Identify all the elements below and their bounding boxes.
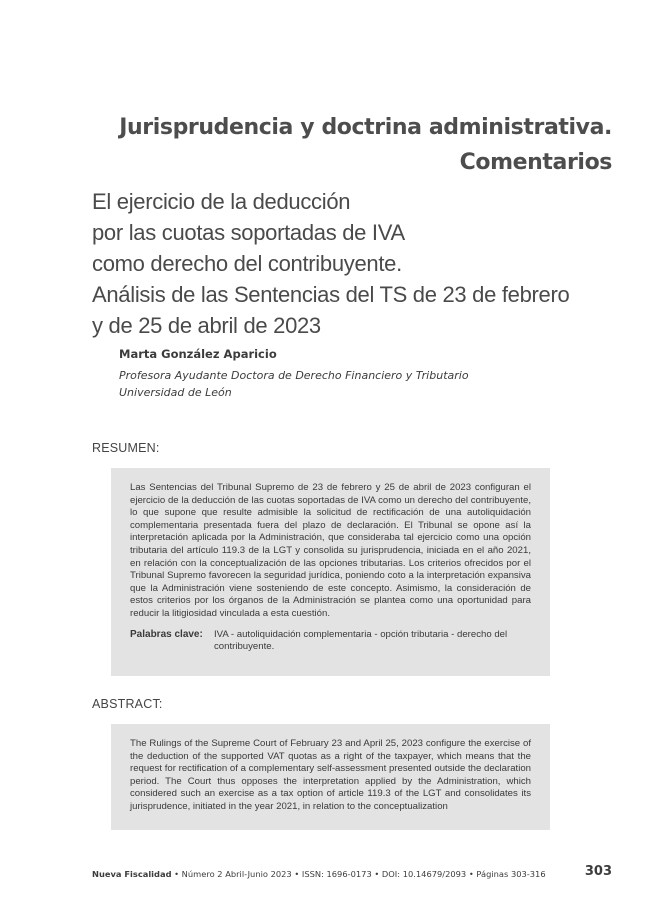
section-heading	[52, 110, 612, 180]
article-title-line-3: como derecho del contribuyente.	[92, 251, 402, 276]
resumen-label: RESUMEN:	[92, 441, 160, 455]
article-title-line-5: y de 25 de abril de 2023	[92, 313, 321, 338]
page-footer	[92, 869, 546, 879]
abstract-label: ABSTRACT:	[92, 697, 163, 711]
author-institution: Universidad de León	[119, 386, 232, 399]
page-number: 303	[584, 864, 612, 879]
article-title	[92, 186, 612, 341]
author-name: Marta González Aparicio	[119, 347, 277, 361]
keywords-row	[130, 629, 531, 654]
resumen-box	[111, 468, 550, 676]
footer-journal: Nueva Fiscalidad	[92, 869, 172, 879]
resumen-text: Las Sentencias del Tribunal Supremo de 23 de febrero y 25 de abril de 2023 configuran el ejercicio de la deducción de las cuotas soportadas de IVA como un derecho del contribuyente, lo que supone que resulte admisible la solicitud de rectificación de una autoliquidación complementaria presentada fuera del plazo de declaración. El Tribunal se opone así la interpretación aplicada por la Administración, que consideraba tal ejercicio como una opción tributaria del artículo 119.3 de la LGT y consolida su jurisprudencia, iniciada en el año 2021, en relación con la conceptualización de las opciones tributarias. Los criterios ofrecidos por el Tribunal Supremo favorecen la seguridad jurídica, poniendo coto a la interpretación expansiva que la Administración viene sosteniendo de este concepto. Asimismo, la consideración de estos criterios por los órganos de la Administración se plantea como una oportunidad para reducir la litigiosidad vinculada a esta cuestión.	[130, 482, 531, 619]
article-title-line-2: por las cuotas soportadas de IVA	[92, 220, 405, 245]
footer-details: • Número 2 Abril-Junio 2023 • ISSN: 1696-0173 • DOI: 10.14679/2093 • Páginas 303-316	[171, 869, 546, 879]
article-title-line-1: El ejercicio de la deducción	[92, 189, 351, 214]
keywords-text: IVA - autoliquidación complementaria - opción tributaria - derecho del contribuyente.	[214, 628, 508, 653]
author-position: Profesora Ayudante Doctora de Derecho Financiero y Tributario	[119, 369, 469, 382]
abstract-text: The Rulings of the Supreme Court of February 23 and April 25, 2023 configure the exercise of the deduction of the supported VAT quotas as a right of the taxpayer, which means that the request for rectification of a complementary self-assessment presented outside the declaration period. The Court thus opposes the interpretation applied by the Administration, which considered such an exercise as a tax option of article 119.3 of the LGT and consolidates its jurisprudence, initiated in the year 2021, in relation to the conceptualization	[130, 738, 531, 812]
section-heading-line-2: Comentarios	[459, 150, 612, 175]
abstract-box	[111, 724, 550, 830]
section-heading-line-1: Jurisprudencia y doctrina administrativa.	[119, 115, 612, 140]
article-title-line-4: Análisis de las Sentencias del TS de 23 de febrero	[92, 282, 570, 307]
keywords-label: Palabras clave:	[130, 628, 203, 640]
author-affiliation	[119, 367, 469, 401]
